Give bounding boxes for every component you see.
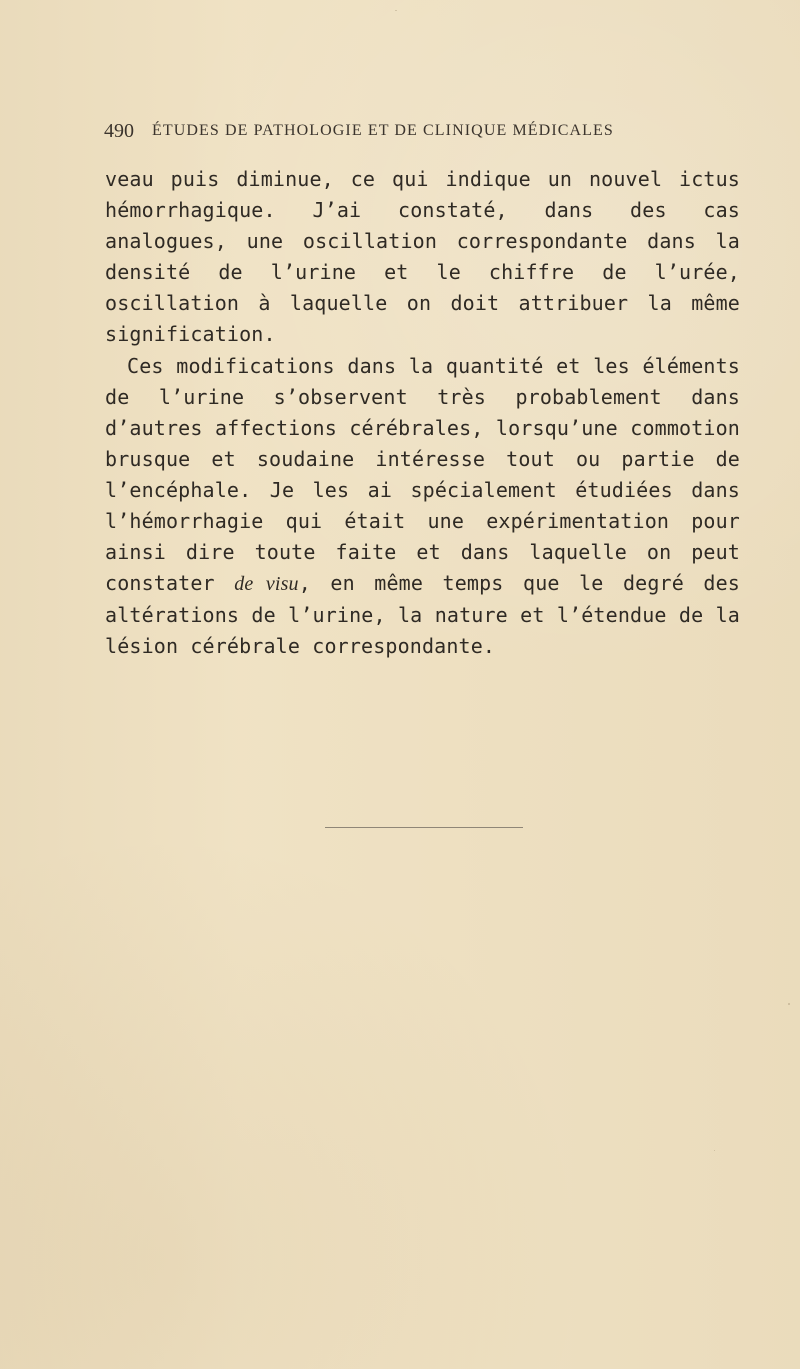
paragraph-2-text-end: , en même temps que le degré des altérations de l’urine, la nature et l’étendue de la lésion cérébrale correspondante. [105,571,740,659]
paper-speck [395,10,397,11]
paragraph-2-text-start: Ces modifications dans la quantité et les éléments de l’urine s’observent très probablement dans d’autres affections cérébrales, lorsqu’une commotion brusque et soudaine intéresse tout ou partie de l’encéphale. Je les ai spécialement étudiées dans l’hémorrhagie qui était une expérimentation pour ainsi dire toute faite et dans laquelle on peut constater [105,353,740,596]
running-header [104,118,764,150]
page-number: 490 [104,120,134,142]
horizontal-rule [325,827,523,828]
paper-speck [788,1003,790,1005]
main-text [105,164,740,663]
paper-speck [714,1150,715,1151]
header-title: ÉTUDES DE PATHOLOGIE ET DE CLINIQUE MÉDICALES [152,122,614,139]
paragraph-2 [105,351,740,663]
paragraph-1: veau puis diminue, ce qui indique un nouvel ictus hémorrhagique. J’ai constaté, dans des cas analogues, une oscillation correspondante dans la densité de l’urine et le chiffre de l’urée, oscillation à laquelle on doit attribuer la même signification. [105,167,740,347]
latin-phrase: de visu [234,573,299,596]
